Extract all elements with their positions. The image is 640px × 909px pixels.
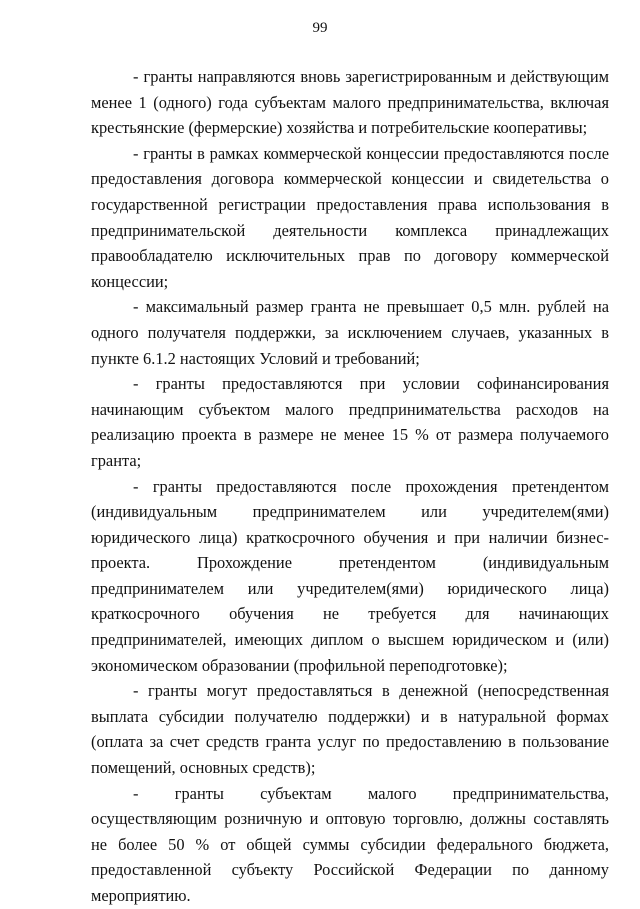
paragraph-trade-limit: - гранты субъектам малого предпринимательства, осуществляющим розничную и оптовую торговлю, должны составлять не более 50 % от общей суммы субсидии федерального бюджета, предоставленной субъекту Российской Федерации по данному мероприятию. [91,783,609,905]
paragraph-grant-recipients: - гранты направляются вновь зарегистрированным и действующим менее 1 (одного) года субъектам малого предпринимательства, включая крестьянские (фермерские) хозяйства и потребительские кооперативы; [91,67,609,138]
paragraph-max-grant-size: - максимальный размер гранта не превышает 0,5 млн. рублей на одного получателя поддержки, за исключением случаев, указанных в пункте 6.1.2 настоящих Условий и требований; [91,297,609,368]
paragraph-commercial-concession: - гранты в рамках коммерческой концессии предоставляются после предоставления договора коммерческой концессии и свидетельства о государственной регистрации предоставления права использования в предпринимательской деятельности комплекса принадлежащих правообладателю исключительных прав по договору коммерческой концессии; [91,143,609,291]
page-number: 99 [312,20,328,36]
document-body [91,64,609,909]
paragraph-training-requirement: - гранты предоставляются после прохождения претендентом (индивидуальным предпринимателем или учредителем(ями) юридического лица) краткосрочного обучения и при наличии бизнес-проекта. Прохождение претендентом (индивидуальным предпринимателем или учредителем(ями) юридического лица) краткосрочного обучения не требуется для начинающих предпринимателей, имеющих диплом о высшем юридическом и (или) экономическом образовании (профильной переподготовке); [91,476,609,675]
paragraph-co-financing: - гранты предоставляются при условии софинансирования начинающим субъектом малого предпринимательства расходов на реализацию проекта в размере не менее 15 % от размера получаемого гранта; [91,374,609,470]
paragraph-grant-forms: - гранты могут предоставляться в денежной (непосредственная выплата субсидии получателю поддержки) и в натуральной формах (оплата за счет средств гранта услуг по предоставлению в пользование помещений, основных средств); [91,681,609,778]
